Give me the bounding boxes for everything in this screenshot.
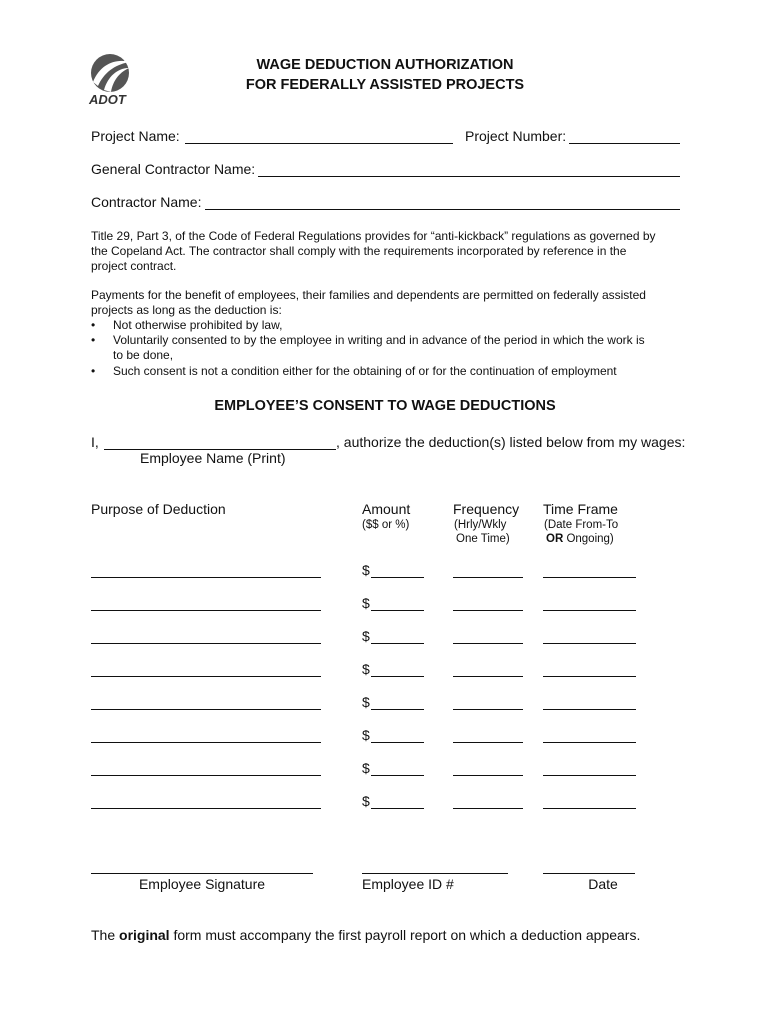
timeframe-line — [543, 742, 636, 743]
contractor-name-line — [205, 209, 680, 210]
dollar-sign: $ — [362, 628, 370, 644]
consent-suffix: , authorize the deduction(s) listed below from my wages: — [336, 434, 686, 450]
dollar-sign: $ — [362, 694, 370, 710]
project-name-label: Project Name: — [91, 128, 180, 144]
paragraph-line: Title 29, Part 3, of the Code of Federal Regulations provides for “anti-kickback” regulations as governed by — [91, 229, 656, 243]
general-contractor-label: General Contractor Name: — [91, 161, 256, 177]
employee-signature-label: Employee Signature — [138, 876, 266, 892]
dollar-sign: $ — [362, 595, 370, 611]
project-name-input[interactable] — [185, 127, 453, 143]
employee-id-label: Employee ID # — [362, 876, 454, 892]
frequency-subheader-1: (Hrly/Wkly — [454, 519, 507, 531]
amount-line — [371, 775, 424, 776]
frequency-line — [453, 709, 523, 710]
regulation-paragraph — [91, 229, 656, 274]
contractor-name-input[interactable] — [205, 193, 680, 209]
project-number-input[interactable] — [569, 127, 680, 143]
timeframe-line — [543, 709, 636, 710]
frequency-line — [453, 643, 523, 644]
bullet-continuation: to be done, — [113, 348, 174, 362]
date-label: Date — [588, 876, 618, 892]
consent-prefix: I, — [91, 434, 99, 450]
purpose-line — [91, 610, 321, 611]
bullet-item: • Voluntarily consented to by the employee in writing and in advance of the period in which the work is — [91, 333, 645, 347]
general-contractor-line — [258, 176, 680, 177]
paragraph-line: project contract. — [91, 259, 177, 273]
employee-id-input[interactable] — [362, 856, 508, 872]
purpose-line — [91, 775, 321, 776]
frequency-line — [453, 610, 523, 611]
dollar-sign: $ — [362, 727, 370, 743]
timeframe-header: Time Frame — [543, 501, 618, 517]
project-number-label: Project Number: — [465, 128, 567, 144]
amount-line — [371, 742, 424, 743]
svg-text:ADOT: ADOT — [89, 92, 126, 107]
timeframe-subheader-1: (Date From-To — [544, 519, 619, 531]
dollar-sign: $ — [362, 661, 370, 677]
employee-name-input[interactable] — [104, 433, 336, 449]
timeframe-line — [543, 676, 636, 677]
footer-note: The original form must accompany the first payroll report on which a deduction appears. — [91, 927, 641, 943]
form-title-line2: FOR FEDERALLY ASSISTED PROJECTS — [245, 77, 525, 93]
timeframe-line — [543, 577, 636, 578]
contractor-name-label: Contractor Name: — [91, 194, 202, 210]
frequency-line — [453, 742, 523, 743]
dollar-sign: $ — [362, 793, 370, 809]
dollar-sign: $ — [362, 760, 370, 776]
paragraph-line: the Copeland Act. The contractor shall comply with the requirements incorporated by reference in the — [91, 244, 627, 258]
employee-name-caption: Employee Name (Print) — [140, 450, 286, 466]
paragraph-line: projects as long as the deduction is: — [91, 303, 282, 317]
date-input[interactable] — [543, 856, 635, 872]
date-line — [543, 873, 635, 874]
timeframe-line — [543, 643, 636, 644]
purpose-line — [91, 643, 321, 644]
amount-subheader: ($$ or %) — [362, 519, 410, 531]
bullet-icon: • — [91, 364, 96, 378]
paragraph-line: Payments for the benefit of employees, their families and dependents are permitted on federally assisted — [91, 288, 646, 302]
frequency-line — [453, 676, 523, 677]
timeframe-line — [543, 775, 636, 776]
form-title-line1: WAGE DEDUCTION AUTHORIZATION — [256, 57, 514, 73]
frequency-line — [453, 808, 523, 809]
purpose-line — [91, 676, 321, 677]
employee-signature-input[interactable] — [91, 856, 313, 872]
amount-header: Amount — [362, 501, 411, 517]
dollar-sign: $ — [362, 562, 370, 578]
amount-line — [371, 676, 424, 677]
timeframe-line — [543, 808, 636, 809]
purpose-line — [91, 742, 321, 743]
purpose-header: Purpose of Deduction — [91, 501, 226, 517]
general-contractor-input[interactable] — [258, 160, 680, 176]
purpose-line — [91, 709, 321, 710]
amount-line — [371, 610, 424, 611]
frequency-header: Frequency — [453, 501, 520, 517]
amount-line — [371, 709, 424, 710]
project-name-line — [185, 143, 453, 144]
timeframe-subheader-2: OR Ongoing) — [546, 533, 614, 545]
frequency-line — [453, 775, 523, 776]
bullet-icon: • — [91, 318, 96, 332]
timeframe-line — [543, 610, 636, 611]
bullet-item: • Such consent is not a condition either for the obtaining of or for the continuation of employment — [91, 364, 617, 378]
project-number-line — [569, 143, 680, 144]
purpose-line — [91, 808, 321, 809]
consent-heading: EMPLOYEE’S CONSENT TO WAGE DEDUCTIONS — [214, 398, 556, 414]
employee-id-line — [362, 873, 508, 874]
signature-line — [91, 873, 313, 874]
payments-paragraph — [91, 288, 646, 318]
bullet-icon: • — [91, 333, 96, 347]
amount-line — [371, 808, 424, 809]
bullet-item: • Not otherwise prohibited by law, — [91, 318, 283, 332]
purpose-line — [91, 577, 321, 578]
amount-line — [371, 643, 424, 644]
frequency-subheader-2: One Time) — [456, 533, 510, 545]
frequency-line — [453, 577, 523, 578]
amount-line — [371, 577, 424, 578]
